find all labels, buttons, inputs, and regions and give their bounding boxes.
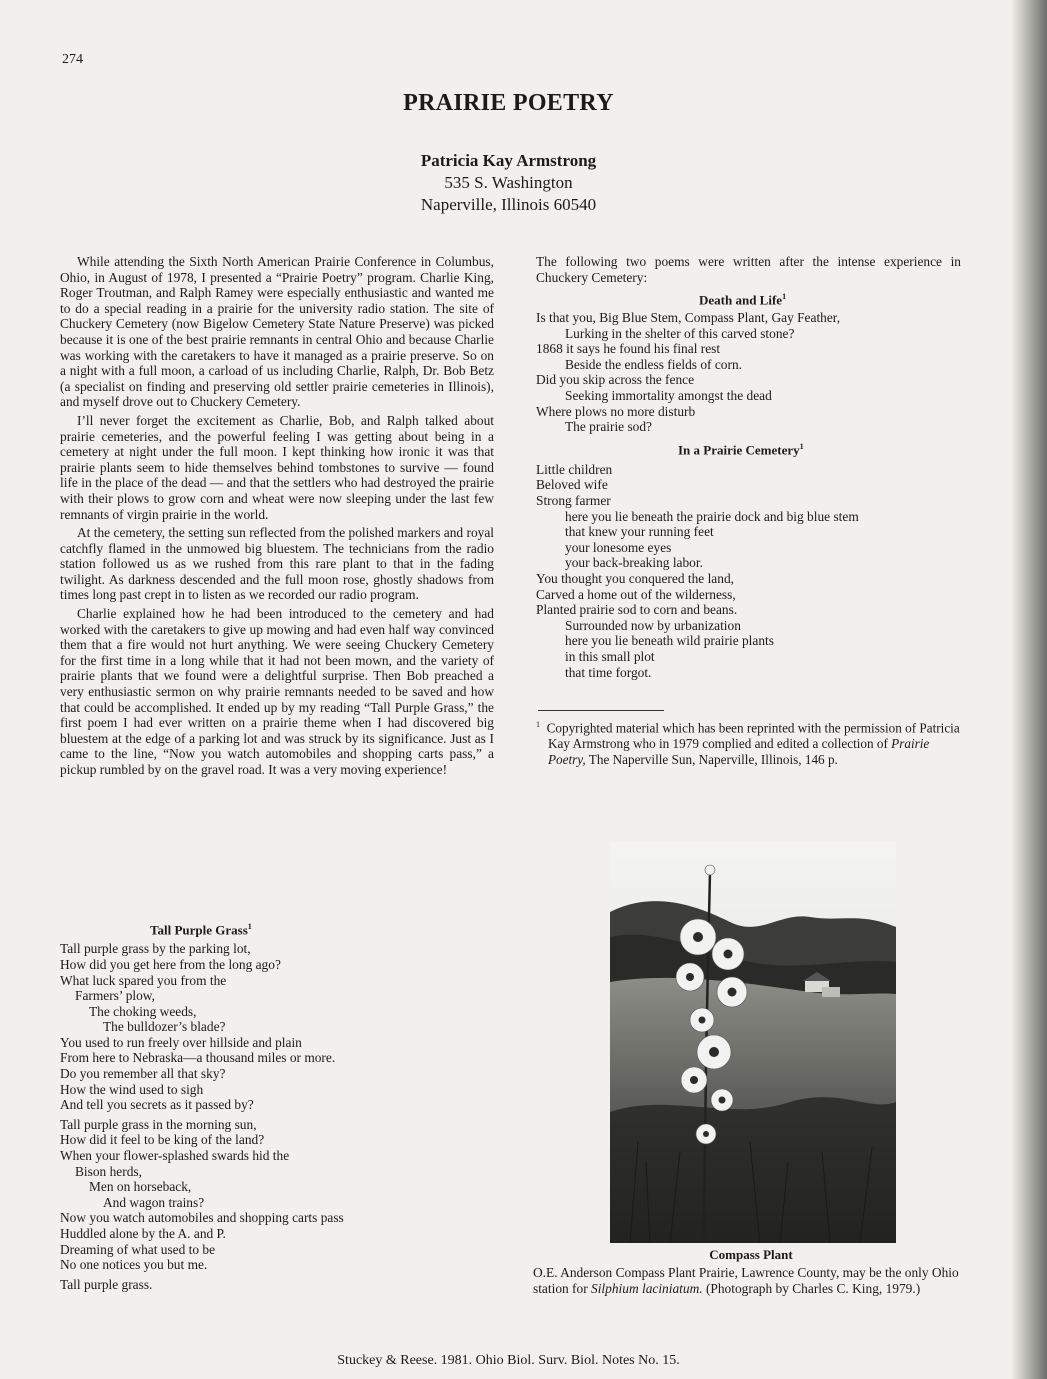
footnote-divider <box>538 710 664 711</box>
poem-line: Strong farmer <box>536 492 611 508</box>
poem-line: The choking weeds, <box>89 1003 197 1019</box>
body-paragraph: Charlie explained how he had been introduced to the cemetery and had worked with the caretakers to give up mowing and had even half way convinced them that a fire would not hurt anything. We were seeing Chuckery Cemetery for the first time in a long while that it had not been mown, and the variety of prairie plants that we found were a delightful surprise. Then Bob preached a very enthusiastic sermon on why prairie remnants needed to be saved and how that could be accomplished. It ended up by my reading “Tall Purple Grass,” the first poem I had ever written on a prairie theme when I had discovered big bluestem at the edge of a parking lot and was struck by its significance. Just as I came to the line, “Now you watch automobiles and shopping carts pass,” a pickup rumbled by on the gravel road. It was a very moving experience! <box>60 606 494 777</box>
poem-line: No one notices you but me. <box>60 1257 208 1273</box>
poem-line: Beside the endless fields of corn. <box>565 356 743 372</box>
body-paragraph: I’ll never forget the excitement as Charlie, Bob, and Ralph talked about prairie cemeteries, and the powerful feeling I was getting about being in a cemetery at night under the full moon. I kept thinking how ironic it was that prairie plants seem to hide themselves behind tombstones to survive — found life in the place of the dead — and that the settlers who had destroyed the prairie with their plows to grow corn and wheat were now sleeping under the last few remnants of virgin prairie in the world. <box>60 412 494 522</box>
poem-line: Where plows no more disturb <box>536 403 696 419</box>
page-footer-citation: Stuckey & Reese. 1981. Ohio Biol. Surv. Biol. Notes No. 15. <box>337 1353 680 1368</box>
figure-title: Compass Plant <box>709 1247 793 1262</box>
poem-line: And tell you secrets as it passed by? <box>60 1097 254 1113</box>
body-paragraph: At the cemetery, the setting sun reflected from the polished markers and royal catchfly flamed in the unmowed big bluestem. The technicians from the radio station followed us as we rushed from this rare plant to that in the fading twilight. As darkness descended and the full moon rose, ghostly shadows from times long past crept in to listen as we recorded our radio program. <box>60 525 494 603</box>
poem-line: The prairie sod? <box>565 419 652 435</box>
poem-title: Tall Purple Grass$^1$ <box>150 922 252 938</box>
poem-line: Tall purple grass. <box>60 1276 153 1292</box>
poem-line: Planted prairie sod to corn and beans. <box>536 602 738 618</box>
footnote-marker: 1 <box>536 720 540 730</box>
poem-line: Surrounded now by urbanization <box>565 617 741 633</box>
poem-title: In a Prairie Cemetery$^1$ <box>678 441 804 458</box>
author-address-line-2: Naperville, Illinois 60540 <box>420 195 597 214</box>
poem-line: here you lie beneath the prairie dock and big blue stem <box>565 508 859 524</box>
poem-line: Beloved wife <box>536 477 608 493</box>
poem-line: Lurking in the shelter of this carved stone? <box>565 325 795 341</box>
poem-line: How did you get here from the long ago? <box>60 956 281 972</box>
poem-body <box>60 941 500 1292</box>
poem-line: that time forgot. <box>565 664 652 680</box>
poem-line: You thought you conquered the land, <box>536 570 734 586</box>
poem-line: How did it feel to be king of the land? <box>60 1132 265 1148</box>
poem-line: Tall purple grass in the morning sun, <box>60 1116 257 1132</box>
poem-line: Is that you, Big Blue Stem, Compass Plant, Gay Feather, <box>536 310 841 326</box>
author-name: Patricia Kay Armstrong <box>420 151 597 170</box>
poem-line: Little children <box>536 461 613 477</box>
footnote-marker: 1 <box>799 441 804 451</box>
poem-in-a-prairie-cemetery <box>536 462 961 680</box>
poems-intro: The following two poems were written after the intense experience in Chuckery Cemetery: <box>536 254 961 285</box>
poem-line: Bison herds, <box>75 1163 142 1179</box>
footnote: $^1$ Copyrighted material which has been reprinted with the permission of Patricia Kay Armstrong who in 1979 complied and edited a collection of Prairie Poetry, The Naperville Sun, Naperville, Illinois, 146 p. <box>536 720 960 767</box>
footnote-marker: 1 <box>247 922 252 931</box>
left-column-text <box>60 254 494 781</box>
page-number: 274 <box>62 52 83 67</box>
poem-line: Seeking immortality amongst the dead <box>565 388 772 404</box>
figure-caption: O.E. Anderson Compass Plant Prairie, Lawrence County, may be the only Ohio station for Silphium laciniatum. (Photograph by Charles C. King, 1979.) <box>533 1265 959 1296</box>
poem-tall-purple-grass <box>60 922 500 1292</box>
poem-line: Tall purple grass by the parking lot, <box>60 941 251 957</box>
poem-line: How the wind used to sigh <box>60 1081 204 1097</box>
author-address-line-1: 535 S. Washington <box>444 173 573 192</box>
poem-line: You used to run freely over hillside and plain <box>60 1034 302 1050</box>
poem-line: From here to Nebraska—a thousand miles or more. <box>60 1050 336 1066</box>
poem-line: here you lie beneath wild prairie plants <box>565 633 774 649</box>
poem-line: Do you remember all that sky? <box>60 1066 226 1082</box>
body-paragraph: While attending the Sixth North American Prairie Conference in Columbus, Ohio, in August of 1978, I presented a “Prairie Poetry” program. Charlie King, Roger Troutman, and Ralph Ramey were especially enthusiastic and wanted me to do a special reading in a prairie for the university radio station. The site of Chuckery Cemetery (now Bigelow Cemetery State Nature Preserve) was picked because it is one of the best prairie remnants in central Ohio and because Charlie was working with the caretakers to have it managed as a prairie preserve. So on a night with a full moon, a carload of us including Charlie, Ralph, Dr. Bob Betz (a specialist on finding and preserving old settler prairie cemeteries in Illinois), and myself drove out to Chuckery Cemetery. <box>60 254 494 410</box>
poem-death-and-life <box>536 310 961 435</box>
poem-line: in this small plot <box>565 648 655 664</box>
poem-line: Men on horseback, <box>89 1179 192 1195</box>
poem-line: When your flower-splashed swards hid the <box>60 1148 290 1164</box>
poem-line: What luck spared you from the <box>60 972 227 988</box>
compass-plant-photograph <box>610 842 896 1243</box>
poem-line: Now you watch automobiles and shopping carts pass <box>60 1210 344 1226</box>
poem-line: Huddled alone by the A. and P. <box>60 1226 226 1242</box>
poem-line: your lonesome eyes <box>565 539 672 555</box>
author-block <box>0 150 1017 216</box>
right-column-text <box>536 254 961 767</box>
poem-line: that knew your running feet <box>565 524 714 540</box>
poem-line: Farmers’ plow, <box>75 988 155 1004</box>
poem-line: your back-breaking labor. <box>565 555 703 571</box>
poem-line: Did you skip across the fence <box>536 372 695 388</box>
poem-line: And wagon trains? <box>103 1194 205 1210</box>
footnote-marker: 1 <box>782 292 787 302</box>
poem-line: Carved a home out of the wilderness, <box>536 586 736 602</box>
poem-line: The bulldozer’s blade? <box>103 1019 226 1035</box>
poem-line: Dreaming of what used to be <box>60 1241 216 1257</box>
poem-title: Death and Life$^1$ <box>699 292 787 308</box>
poem-line: 1868 it says he found his final rest <box>536 341 721 357</box>
article-title: PRAIRIE POETRY <box>403 90 614 116</box>
